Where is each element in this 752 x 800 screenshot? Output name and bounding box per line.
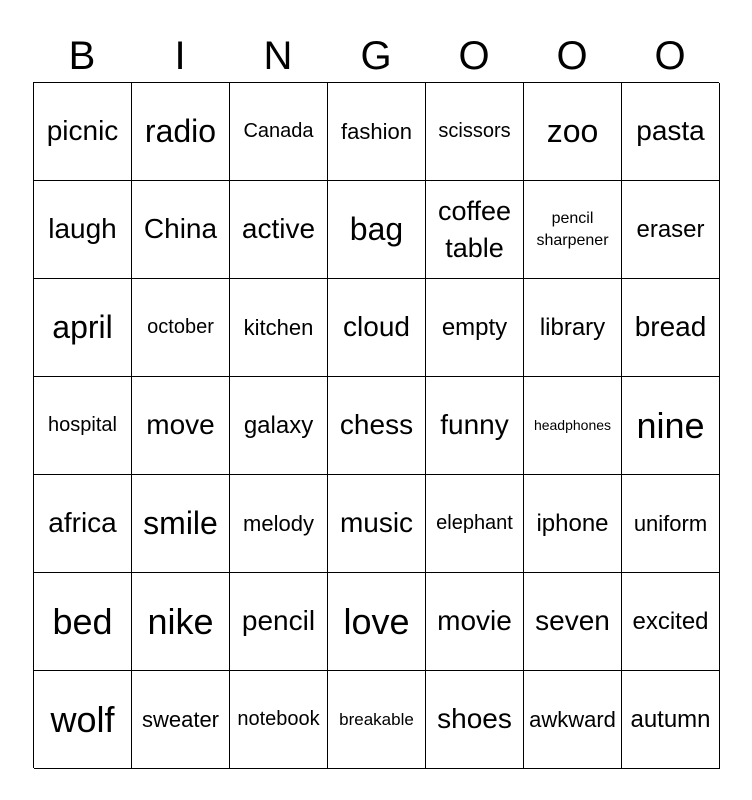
bingo-cell[interactable]: pencil [230,573,328,671]
bingo-cell[interactable]: wolf [34,671,132,769]
bingo-cell[interactable]: empty [426,279,524,377]
bingo-cell[interactable]: melody [230,475,328,573]
bingo-cell[interactable]: october [132,279,230,377]
bingo-cell[interactable]: Canada [230,83,328,181]
bingo-cell[interactable]: zoo [524,83,622,181]
bingo-cell[interactable]: pasta [622,83,720,181]
bingo-cell[interactable]: funny [426,377,524,475]
bingo-card-grid [33,82,719,768]
bingo-cell[interactable]: China [132,181,230,279]
bingo-cell[interactable]: cloud [328,279,426,377]
bingo-cell[interactable]: scissors [426,83,524,181]
bingo-cell[interactable]: nine [622,377,720,475]
bingo-cell[interactable]: seven [524,573,622,671]
bingo-cell[interactable]: uniform [622,475,720,573]
bingo-cell[interactable]: nike [132,573,230,671]
bingo-cell[interactable]: april [34,279,132,377]
bingo-cell[interactable]: active [230,181,328,279]
bingo-cell[interactable]: autumn [622,671,720,769]
header-letter-g: G [360,34,392,78]
bingo-cell[interactable]: bread [622,279,720,377]
bingo-cell[interactable]: laugh [34,181,132,279]
bingo-cell[interactable]: move [132,377,230,475]
bingo-cell[interactable]: shoes [426,671,524,769]
bingo-cell[interactable]: love [328,573,426,671]
bingo-cell[interactable]: sweater [132,671,230,769]
bingo-cell[interactable]: africa [34,475,132,573]
bingo-cell[interactable]: elephant [426,475,524,573]
bingo-cell[interactable]: awkward [524,671,622,769]
bingo-header [33,30,719,82]
bingo-cell[interactable]: headphones [524,377,622,475]
bingo-cell[interactable]: chess [328,377,426,475]
bingo-cell[interactable]: kitchen [230,279,328,377]
header-letter-n: N [263,34,293,78]
bingo-cell[interactable]: coffee table [426,181,524,279]
bingo-cell[interactable]: bag [328,181,426,279]
header-letter-b: B [68,34,96,78]
bingo-cell[interactable]: eraser [622,181,720,279]
bingo-cell[interactable]: radio [132,83,230,181]
header-letter-o3: O [654,34,686,78]
bingo-cell[interactable]: fashion [328,83,426,181]
bingo-cell[interactable]: excited [622,573,720,671]
bingo-cell[interactable]: movie [426,573,524,671]
bingo-cell[interactable]: music [328,475,426,573]
bingo-cell[interactable]: iphone [524,475,622,573]
bingo-cell[interactable]: breakable [328,671,426,769]
bingo-cell[interactable]: library [524,279,622,377]
header-letter-i: I [174,34,186,78]
bingo-cell[interactable]: picnic [34,83,132,181]
bingo-cell[interactable]: pencil sharpener [524,181,622,279]
bingo-cell[interactable]: notebook [230,671,328,769]
bingo-cell[interactable]: bed [34,573,132,671]
bingo-cell[interactable]: hospital [34,377,132,475]
bingo-cell[interactable]: smile [132,475,230,573]
header-letter-o2: O [556,34,588,78]
bingo-cell[interactable]: galaxy [230,377,328,475]
header-letter-o1: O [458,34,490,78]
